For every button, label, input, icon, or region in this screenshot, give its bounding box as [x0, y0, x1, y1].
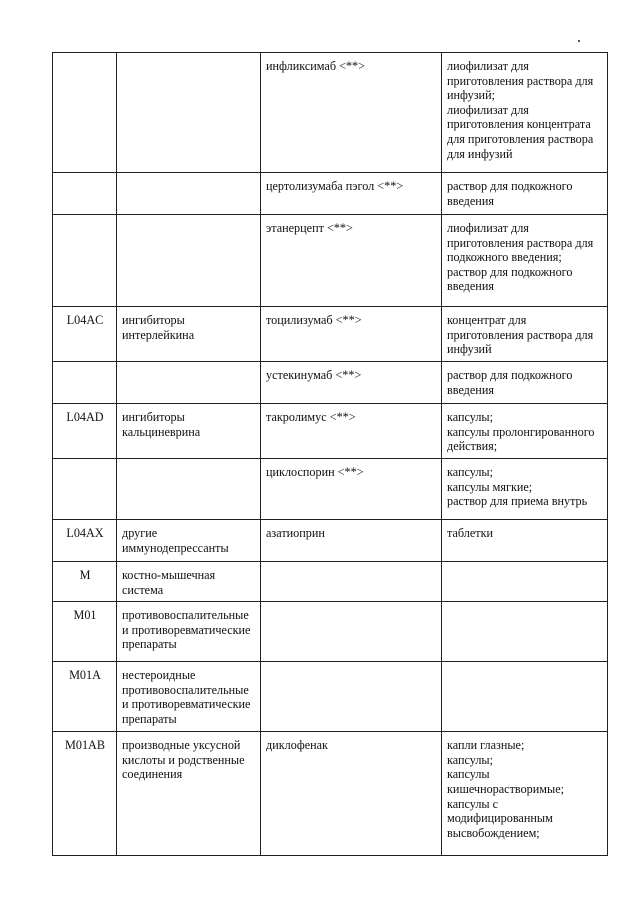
atc-code-cell: M01 [53, 602, 117, 662]
drug-cell: тоцилизумаб <**> [261, 307, 442, 362]
table-row [53, 459, 608, 520]
cell-text-line: соединения [122, 767, 183, 782]
cell-text-line: капли глазные; [447, 738, 525, 753]
table-row [53, 662, 608, 732]
cell-text-line: и противоревматические [122, 697, 251, 712]
atc-code-cell [53, 215, 117, 307]
cell-text-line: лиофилизат для [447, 102, 529, 117]
drug-cell: инфликсимаб <**> [261, 53, 442, 173]
cell-text-line: таблетки [447, 526, 494, 540]
group-cell [117, 662, 261, 732]
page-mark [578, 40, 580, 42]
cell-text-line: производные уксусной [122, 738, 241, 753]
table-row [53, 215, 608, 307]
cell-text-line: действия; [447, 439, 498, 454]
cell-text-line: система [122, 582, 164, 597]
form-cell [442, 662, 608, 732]
table-row [53, 520, 608, 562]
drug-cell: циклоспорин <**> [261, 459, 442, 520]
table-row [53, 602, 608, 662]
cell-text-line: кислоты и родственные [122, 752, 245, 767]
cell-text-line: и противоревматические [122, 622, 251, 637]
drug-cell [261, 602, 442, 662]
cell-text-line: капсулы; [447, 410, 493, 424]
table-row [53, 362, 608, 404]
group-cell [117, 173, 261, 215]
cell-text-line: костно-мышечная [122, 568, 216, 582]
group-cell [117, 307, 261, 362]
cell-text-line: кишечнорастворимые; [447, 781, 564, 796]
cell-text-line: высвобождением; [447, 825, 540, 840]
atc-code-cell: L04AC [53, 307, 117, 362]
cell-text-line: нестероидные [122, 668, 196, 683]
cell-text-line: интерлейкина [122, 327, 195, 342]
drug-cell: устекинумаб <**> [261, 362, 442, 404]
cell-text-line: для инфузий [447, 146, 513, 161]
drug-cell: азатиоприн [261, 520, 442, 562]
cell-text-line: ингибиторы [122, 410, 185, 424]
drug-cell: такролимус <**> [261, 404, 442, 459]
group-cell [117, 520, 261, 562]
group-cell [117, 562, 261, 602]
cell-text-line: капсулы мягкие; [447, 479, 533, 494]
drug-cell: цертолизумаба пэгол <**> [261, 173, 442, 215]
atc-code-cell [53, 459, 117, 520]
cell-text-line: иммунодепрессанты [122, 540, 229, 555]
group-cell [117, 215, 261, 307]
atc-code-cell: M01AB [53, 732, 117, 856]
atc-code-cell [53, 173, 117, 215]
group-cell [117, 53, 261, 173]
form-cell [442, 404, 608, 459]
cell-text-line: введения [447, 382, 494, 397]
cell-text-line: капсулы с [447, 796, 499, 811]
atc-code-cell [53, 53, 117, 173]
form-cell [442, 173, 608, 215]
atc-code-cell: M01A [53, 662, 117, 732]
cell-text-line: введения [447, 193, 494, 208]
cell-text-line: раствор для подкожного [447, 179, 573, 193]
atc-code-cell: L04AD [53, 404, 117, 459]
cell-text-line: раствор для подкожного [447, 264, 573, 279]
cell-text-line: для приготовления раствора [447, 131, 594, 146]
table-row [53, 173, 608, 215]
cell-text-line: капсулы; [447, 465, 493, 479]
cell-text-line: инфузий; [447, 88, 495, 103]
cell-text-line: другие [122, 526, 158, 540]
cell-text-line: противовоспалительные [122, 682, 249, 697]
cell-text-line: приготовления раствора для [447, 235, 594, 250]
atc-code-cell: L04AX [53, 520, 117, 562]
atc-code-cell: M [53, 562, 117, 602]
cell-text-line: приготовления раствора для [447, 327, 594, 342]
table-row [53, 404, 608, 459]
cell-text-line: раствор для подкожного [447, 368, 573, 382]
drug-cell: этанерцепт <**> [261, 215, 442, 307]
cell-text-line: инфузий [447, 342, 492, 357]
cell-text-line: приготовления раствора для [447, 73, 594, 88]
form-cell [442, 459, 608, 520]
cell-text-line: капсулы пролонгированного [447, 424, 595, 439]
group-cell [117, 602, 261, 662]
cell-text-line: раствор для приема внутрь [447, 494, 588, 509]
form-cell [442, 307, 608, 362]
atc-code-cell [53, 362, 117, 404]
cell-text-line: лиофилизат для [447, 221, 529, 235]
form-cell [442, 602, 608, 662]
drug-cell: диклофенак [261, 732, 442, 856]
cell-text-line: капсулы [447, 767, 490, 782]
cell-text-line: лиофилизат для [447, 59, 529, 73]
form-cell [442, 53, 608, 173]
table-row [53, 732, 608, 856]
cell-text-line: введения [447, 279, 494, 294]
cell-text-line: подкожного введения; [447, 250, 562, 265]
cell-text-line: противовоспалительные [122, 608, 249, 623]
group-cell [117, 404, 261, 459]
cell-text-line: капсулы; [447, 752, 493, 767]
form-cell [442, 520, 608, 562]
cell-text-line: препараты [122, 637, 177, 652]
table-row [53, 53, 608, 173]
cell-text-line: приготовления концентрата [447, 117, 591, 132]
cell-text-line: препараты [122, 711, 177, 726]
cell-text-line: кальциневрина [122, 424, 201, 439]
table-body [53, 53, 608, 856]
group-cell [117, 362, 261, 404]
drug-cell [261, 662, 442, 732]
form-cell [442, 732, 608, 856]
cell-text-line: концентрат для [447, 313, 527, 327]
form-cell [442, 562, 608, 602]
group-cell [117, 732, 261, 856]
cell-text-line: модифицированным [447, 811, 553, 826]
drug-cell [261, 562, 442, 602]
medication-table [52, 52, 608, 856]
table-row [53, 307, 608, 362]
form-cell [442, 215, 608, 307]
table-row [53, 562, 608, 602]
cell-text-line: ингибиторы [122, 313, 185, 327]
form-cell [442, 362, 608, 404]
group-cell [117, 459, 261, 520]
